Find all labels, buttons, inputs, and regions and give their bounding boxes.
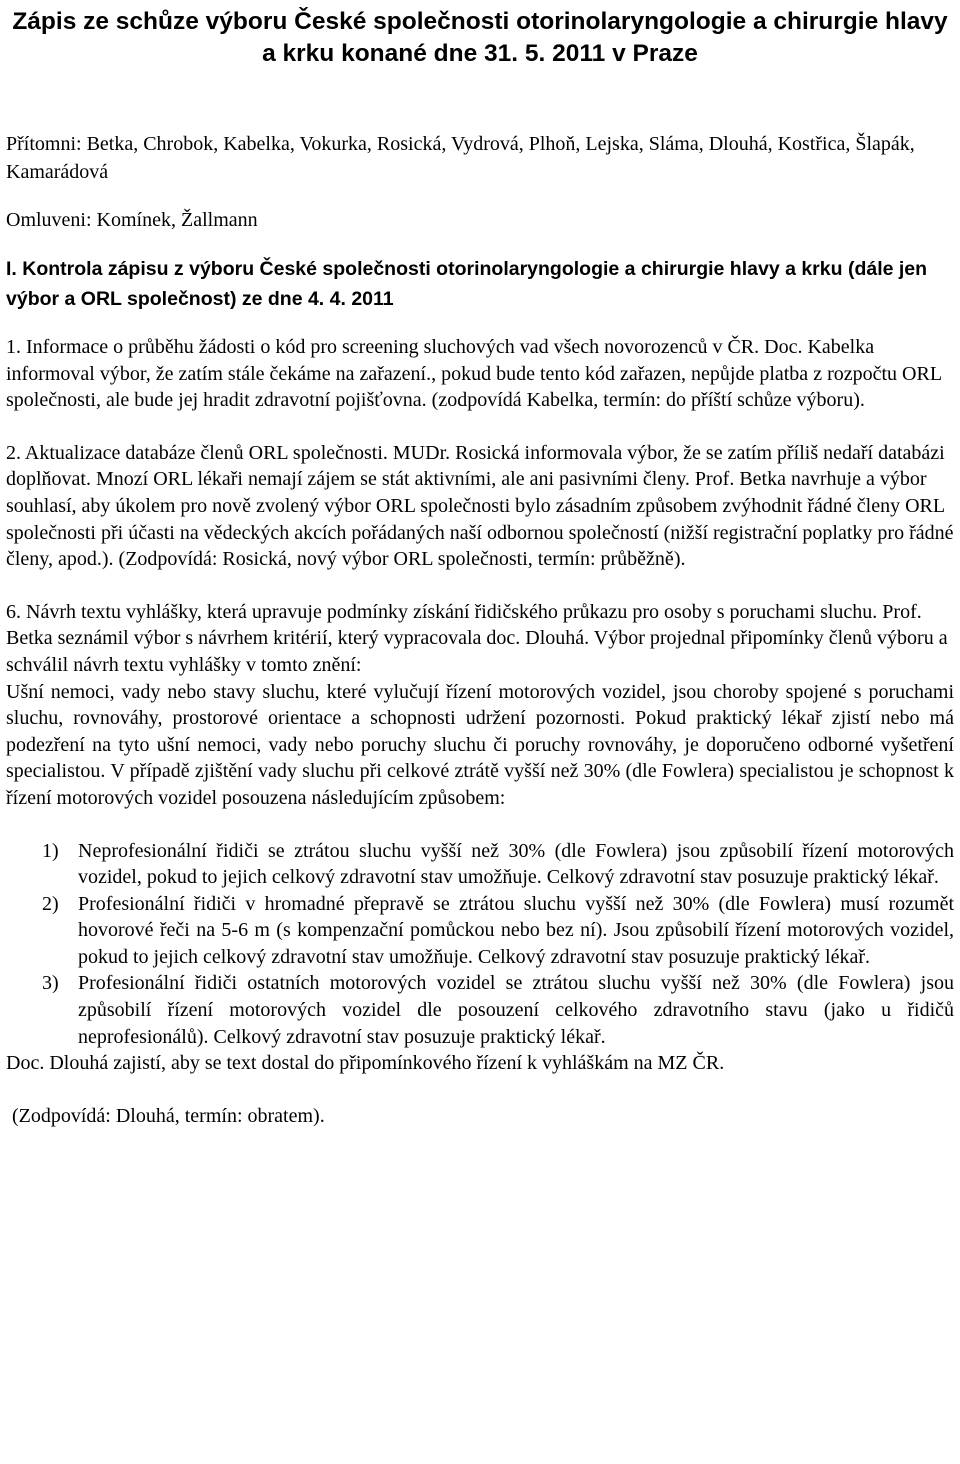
list-item <box>6 838 954 891</box>
responsible-note: (Zodpovídá: Dlouhá, termín: obratem). <box>12 1104 325 1127</box>
agenda-item-6: 6. Návrh textu vyhlášky, která upravuje podmínky získání řidičského průkazu pro osoby s poruchami sluchu. Prof. Betka seznámil výbor s návrhem kritérií, který vypracovala doc. Dlouhá. Výbor projednal připomínky členů výboru a schválil návrh textu vyhlášky v tomto znění: <box>6 600 948 676</box>
list-item-text: Neprofesionální řidiči se ztrátou sluchu vyšší než 30% (dle Fowlera) jsou způsobilí řízení motorových vozidel, pokud to jejich celkový zdravotní stav umožňuje. Celkový zdravotní stav posuzuje praktický lékař. <box>78 839 954 889</box>
closing-note: Doc. Dlouhá zajistí, aby se text dostal do připomínkového řízení k vyhláškám na MZ ČR. <box>6 1052 725 1075</box>
list-item-number: 1) <box>42 839 59 862</box>
list-item <box>6 891 954 971</box>
list-item-text: Profesionální řidiči ostatních motorových vozidel se ztrátou sluchu vyšší než 30% (dle Fowlera) jsou způsobilí řízení motorových vozidel dle posouzení celkového zdravotního stavu (jako u řidičů neprofesionálů). Celkový zdravotní stav posuzuje praktický lékař. <box>78 972 954 1048</box>
regulation-text: Ušní nemoci, vady nebo stavy sluchu, které vylučují řízení motorových vozidel, jsou choroby spojené s poruchami sluchu, rovnováhy, prostorové orientace a schopnosti udržení pozornosti. Pokud praktický lékař zjistí nebo má podezření na tyto ušní nemoci, vady nebo poruchy sluchu či poruchy rovnováhy, je doporučeno odborné vyšetření specialistou. V případě zjištění vady sluchu při celkové ztrátě vyšší než 30% (dle Fowlera) specialistou je schopnost k řízení motorových vozidel posouzena následujícím způsobem: <box>6 680 954 809</box>
attendees-present: Přítomni: Betka, Chrobok, Kabelka, Vokurka, Rosická, Vydrová, Plhoň, Lejska, Sláma, Dlouhá, Kostřica, Šlapák, Kamarádová <box>6 133 915 183</box>
document-page <box>6 0 954 1129</box>
document-title: Zápis ze schůze výboru České společnosti otorinolaryngologie a chirurgie hlavy a krku konané dne 31. 5. 2011 v Praze <box>12 8 948 67</box>
list-item <box>6 970 954 1050</box>
regulation-list <box>6 838 954 1051</box>
list-item-text: Profesionální řidiči v hromadné přepravě se ztrátou sluchu vyšší než 30% (dle Fowlera) musí rozumět hovorové řeči na 5-6 m (s kompenzační pomůckou nebo bez ní). Jsou způsobilí řízení motorových vozidel, pokud to jejich celkový zdravotní stav umožňuje. Celkový zdravotní stav posuzuje praktický lékař. <box>78 892 954 968</box>
list-item-number: 2) <box>42 892 59 915</box>
agenda-item-2: 2. Aktualizace databáze členů ORL společnosti. MUDr. Rosická informovala výbor, že se zatím příliš nedaří databázi doplňovat. Mnozí ORL lékaři nemají zájem se stát aktivními, ale ani pasivními členy. Prof. Betka navrhuje a výbor souhlasí, aby úkolem pro nově zvolený výbor ORL společnosti bylo zásadním způsobem zvýhodnit řádné členy ORL společnosti při účasti na vědeckých akcích pořádaných naší odbornou společností (nižší registrační poplatky pro řádné členy, apod.). (Zodpovídá: Rosická, nový výbor ORL společnosti, termín: průběžně). <box>6 441 954 571</box>
attendees-excused: Omluveni: Komínek, Žallmann <box>6 209 258 231</box>
agenda-item-1: 1. Informace o průběhu žádosti o kód pro screening sluchových vad všech novorozenců v ČR. Doc. Kabelka informoval výbor, že zatím stále čekáme na zařazení., pokud bude tento kód zařazen, nepůjde platba z rozpočtu ORL společnosti, ale bude jej hradit zdravotní pojišťovna. (zodpovídá Kabelka, termín: do příští schůze výboru). <box>6 336 942 412</box>
list-item-number: 3) <box>42 972 59 995</box>
section-heading: I. Kontrola zápisu z výboru České společnosti otorinolaryngologie a chirurgie hlavy a krku (dále jen výbor a ORL společnost) ze dne 4. 4. 2011 <box>6 258 928 310</box>
